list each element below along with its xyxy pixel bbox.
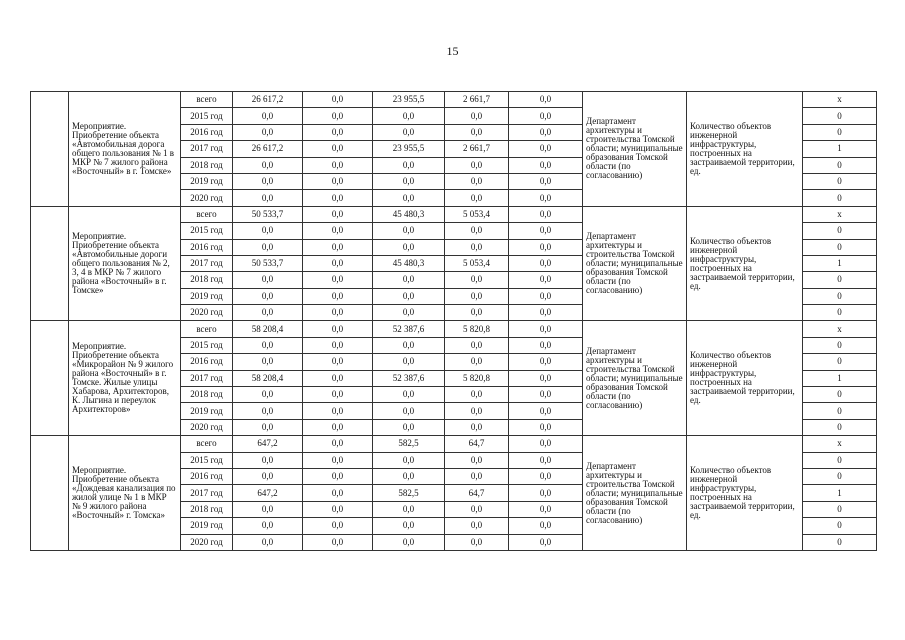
total-cell: 26 617,2	[233, 141, 303, 157]
total-cell: 0,0	[233, 190, 303, 206]
period-cell: 2017 год	[181, 255, 233, 271]
total-cell: 0,0	[233, 534, 303, 550]
federal-budget-cell: 0,0	[303, 239, 373, 255]
other-sources-cell: 0,0	[509, 321, 583, 337]
municipal-budget-cell: 0,0	[445, 108, 509, 124]
indicator-value-cell: 0	[803, 239, 877, 255]
executor-cell: Департамент архитектуры и строительства Томской области; муниципальные образования Томской области (по согласованию)	[583, 436, 687, 551]
other-sources-cell: 0,0	[509, 157, 583, 173]
index-cell	[31, 92, 69, 207]
activity-name-cell: Мероприятие. Приобретение объекта «Автомобильная дорога общего пользования № 1 в МКР № 7 жилого района «Восточный» в г. Томске»	[69, 92, 181, 207]
indicator-value-cell: 0	[803, 124, 877, 140]
table-row	[31, 436, 877, 452]
total-cell: 0,0	[233, 239, 303, 255]
regional-budget-cell: 45 480,3	[373, 206, 445, 222]
table-body	[31, 92, 877, 551]
indicator-value-cell: 0	[803, 452, 877, 468]
indicator-value-cell: 0	[803, 354, 877, 370]
period-cell: всего	[181, 436, 233, 452]
federal-budget-cell: 0,0	[303, 370, 373, 386]
total-cell: 0,0	[233, 305, 303, 321]
total-cell: 50 533,7	[233, 255, 303, 271]
activity-name-cell: Мероприятие. Приобретение объекта «Автомобильные дороги общего пользования № 2, 3, 4 в МКР № 7 жилого района «Восточный» в г. Томске»	[69, 206, 181, 321]
table-row	[31, 206, 877, 222]
municipal-budget-cell: 0,0	[445, 501, 509, 517]
index-cell	[31, 436, 69, 551]
period-cell: 2015 год	[181, 223, 233, 239]
regional-budget-cell: 0,0	[373, 452, 445, 468]
municipal-budget-cell: 0,0	[445, 419, 509, 435]
indicator-value-cell: x	[803, 436, 877, 452]
indicator-value-cell: 0	[803, 468, 877, 484]
indicator-value-cell: 0	[803, 108, 877, 124]
total-cell: 0,0	[233, 288, 303, 304]
indicator-name-cell: Количество объектов инженерной инфраструктуры, построенных на застраиваемой территории, ед.	[687, 206, 803, 321]
table-row	[31, 92, 877, 108]
other-sources-cell: 0,0	[509, 534, 583, 550]
federal-budget-cell: 0,0	[303, 321, 373, 337]
regional-budget-cell: 0,0	[373, 419, 445, 435]
period-cell: 2018 год	[181, 157, 233, 173]
municipal-budget-cell: 64,7	[445, 485, 509, 501]
period-cell: 2017 год	[181, 485, 233, 501]
executor-cell: Департамент архитектуры и строительства Томской области; муниципальные образования Томской области (по согласованию)	[583, 206, 687, 321]
indicator-name-cell: Количество объектов инженерной инфраструктуры, построенных на застраиваемой территории, ед.	[687, 321, 803, 436]
regional-budget-cell: 0,0	[373, 468, 445, 484]
period-cell: 2020 год	[181, 419, 233, 435]
indicator-value-cell: 0	[803, 337, 877, 353]
other-sources-cell: 0,0	[509, 272, 583, 288]
other-sources-cell: 0,0	[509, 92, 583, 108]
period-cell: 2015 год	[181, 337, 233, 353]
total-cell: 50 533,7	[233, 206, 303, 222]
period-cell: 2017 год	[181, 141, 233, 157]
municipal-budget-cell: 5 820,8	[445, 370, 509, 386]
period-cell: 2015 год	[181, 452, 233, 468]
period-cell: 2019 год	[181, 403, 233, 419]
other-sources-cell: 0,0	[509, 370, 583, 386]
total-cell: 58 208,4	[233, 370, 303, 386]
federal-budget-cell: 0,0	[303, 272, 373, 288]
municipal-budget-cell: 0,0	[445, 534, 509, 550]
municipal-budget-cell: 0,0	[445, 239, 509, 255]
regional-budget-cell: 0,0	[373, 534, 445, 550]
regional-budget-cell: 0,0	[373, 305, 445, 321]
regional-budget-cell: 0,0	[373, 157, 445, 173]
federal-budget-cell: 0,0	[303, 354, 373, 370]
regional-budget-cell: 0,0	[373, 124, 445, 140]
indicator-value-cell: 0	[803, 305, 877, 321]
indicator-value-cell: 0	[803, 501, 877, 517]
period-cell: 2015 год	[181, 108, 233, 124]
federal-budget-cell: 0,0	[303, 485, 373, 501]
regional-budget-cell: 23 955,5	[373, 92, 445, 108]
indicator-value-cell: x	[803, 321, 877, 337]
other-sources-cell: 0,0	[509, 206, 583, 222]
regional-budget-cell: 0,0	[373, 108, 445, 124]
federal-budget-cell: 0,0	[303, 419, 373, 435]
federal-budget-cell: 0,0	[303, 190, 373, 206]
regional-budget-cell: 0,0	[373, 173, 445, 189]
total-cell: 0,0	[233, 337, 303, 353]
other-sources-cell: 0,0	[509, 403, 583, 419]
period-cell: 2017 год	[181, 370, 233, 386]
federal-budget-cell: 0,0	[303, 288, 373, 304]
regional-budget-cell: 23 955,5	[373, 141, 445, 157]
regional-budget-cell: 0,0	[373, 501, 445, 517]
regional-budget-cell: 0,0	[373, 239, 445, 255]
period-cell: 2016 год	[181, 354, 233, 370]
municipal-budget-cell: 0,0	[445, 518, 509, 534]
federal-budget-cell: 0,0	[303, 108, 373, 124]
federal-budget-cell: 0,0	[303, 452, 373, 468]
other-sources-cell: 0,0	[509, 518, 583, 534]
indicator-value-cell: 0	[803, 387, 877, 403]
index-cell	[31, 321, 69, 436]
period-cell: 2020 год	[181, 190, 233, 206]
total-cell: 0,0	[233, 468, 303, 484]
municipal-budget-cell: 2 661,7	[445, 92, 509, 108]
indicator-value-cell: 1	[803, 255, 877, 271]
activity-name-cell: Мероприятие. Приобретение объекта «Микрорайон № 9 жилого района «Восточный» в г. Томске. Жилые улицы Хабарова, Архитекторов, К. Лыгина и переулок Архитекторов»	[69, 321, 181, 436]
other-sources-cell: 0,0	[509, 223, 583, 239]
total-cell: 0,0	[233, 223, 303, 239]
federal-budget-cell: 0,0	[303, 255, 373, 271]
federal-budget-cell: 0,0	[303, 206, 373, 222]
other-sources-cell: 0,0	[509, 141, 583, 157]
regional-budget-cell: 0,0	[373, 272, 445, 288]
indicator-value-cell: 0	[803, 190, 877, 206]
regional-budget-cell: 0,0	[373, 223, 445, 239]
total-cell: 0,0	[233, 124, 303, 140]
other-sources-cell: 0,0	[509, 239, 583, 255]
period-cell: 2016 год	[181, 468, 233, 484]
regional-budget-cell: 0,0	[373, 387, 445, 403]
indicator-value-cell: 0	[803, 403, 877, 419]
other-sources-cell: 0,0	[509, 354, 583, 370]
other-sources-cell: 0,0	[509, 337, 583, 353]
municipal-budget-cell: 2 661,7	[445, 141, 509, 157]
indicator-name-cell: Количество объектов инженерной инфраструктуры, построенных на застраиваемой территории, ед.	[687, 92, 803, 207]
other-sources-cell: 0,0	[509, 501, 583, 517]
other-sources-cell: 0,0	[509, 387, 583, 403]
regional-budget-cell: 45 480,3	[373, 255, 445, 271]
federal-budget-cell: 0,0	[303, 468, 373, 484]
total-cell: 0,0	[233, 518, 303, 534]
table-row	[31, 321, 877, 337]
municipal-budget-cell: 0,0	[445, 452, 509, 468]
indicator-value-cell: 0	[803, 518, 877, 534]
municipal-budget-cell: 5 053,4	[445, 206, 509, 222]
total-cell: 0,0	[233, 157, 303, 173]
municipal-budget-cell: 0,0	[445, 157, 509, 173]
indicator-value-cell: 0	[803, 272, 877, 288]
other-sources-cell: 0,0	[509, 173, 583, 189]
municipal-budget-cell: 0,0	[445, 305, 509, 321]
activity-name-cell: Мероприятие. Приобретение объекта «Дождевая канализация по жилой улице № 1 в МКР № 9 жилого района «Восточный» г. Томска»	[69, 436, 181, 551]
other-sources-cell: 0,0	[509, 419, 583, 435]
period-cell: всего	[181, 206, 233, 222]
indicator-value-cell: 1	[803, 370, 877, 386]
regional-budget-cell: 582,5	[373, 485, 445, 501]
period-cell: 2020 год	[181, 534, 233, 550]
period-cell: 2019 год	[181, 518, 233, 534]
other-sources-cell: 0,0	[509, 305, 583, 321]
municipal-budget-cell: 0,0	[445, 468, 509, 484]
federal-budget-cell: 0,0	[303, 387, 373, 403]
indicator-value-cell: 0	[803, 223, 877, 239]
federal-budget-cell: 0,0	[303, 223, 373, 239]
period-cell: 2018 год	[181, 501, 233, 517]
other-sources-cell: 0,0	[509, 190, 583, 206]
program-table	[30, 91, 877, 551]
indicator-value-cell: 1	[803, 141, 877, 157]
regional-budget-cell: 52 387,6	[373, 370, 445, 386]
municipal-budget-cell: 0,0	[445, 223, 509, 239]
federal-budget-cell: 0,0	[303, 436, 373, 452]
period-cell: 2019 год	[181, 288, 233, 304]
municipal-budget-cell: 0,0	[445, 272, 509, 288]
period-cell: 2016 год	[181, 124, 233, 140]
total-cell: 0,0	[233, 173, 303, 189]
municipal-budget-cell: 0,0	[445, 354, 509, 370]
municipal-budget-cell: 0,0	[445, 337, 509, 353]
other-sources-cell: 0,0	[509, 108, 583, 124]
page-number: 15	[446, 44, 459, 58]
total-cell: 0,0	[233, 108, 303, 124]
municipal-budget-cell: 0,0	[445, 124, 509, 140]
regional-budget-cell: 0,0	[373, 190, 445, 206]
indicator-value-cell: 0	[803, 173, 877, 189]
regional-budget-cell: 0,0	[373, 354, 445, 370]
indicator-value-cell: 0	[803, 534, 877, 550]
federal-budget-cell: 0,0	[303, 337, 373, 353]
period-cell: 2019 год	[181, 173, 233, 189]
indicator-value-cell: x	[803, 92, 877, 108]
period-cell: всего	[181, 92, 233, 108]
indicator-value-cell: 1	[803, 485, 877, 501]
municipal-budget-cell: 5 820,8	[445, 321, 509, 337]
total-cell: 0,0	[233, 403, 303, 419]
indicator-value-cell: 0	[803, 157, 877, 173]
federal-budget-cell: 0,0	[303, 501, 373, 517]
federal-budget-cell: 0,0	[303, 173, 373, 189]
total-cell: 0,0	[233, 272, 303, 288]
federal-budget-cell: 0,0	[303, 92, 373, 108]
period-cell: 2018 год	[181, 387, 233, 403]
total-cell: 0,0	[233, 419, 303, 435]
index-cell	[31, 206, 69, 321]
total-cell: 0,0	[233, 387, 303, 403]
total-cell: 0,0	[233, 501, 303, 517]
federal-budget-cell: 0,0	[303, 124, 373, 140]
regional-budget-cell: 0,0	[373, 288, 445, 304]
other-sources-cell: 0,0	[509, 255, 583, 271]
regional-budget-cell: 52 387,6	[373, 321, 445, 337]
other-sources-cell: 0,0	[509, 452, 583, 468]
other-sources-cell: 0,0	[509, 485, 583, 501]
period-cell: 2020 год	[181, 305, 233, 321]
other-sources-cell: 0,0	[509, 124, 583, 140]
regional-budget-cell: 0,0	[373, 403, 445, 419]
indicator-value-cell: 0	[803, 419, 877, 435]
other-sources-cell: 0,0	[509, 436, 583, 452]
total-cell: 58 208,4	[233, 321, 303, 337]
federal-budget-cell: 0,0	[303, 403, 373, 419]
period-cell: 2016 год	[181, 239, 233, 255]
indicator-value-cell: 0	[803, 288, 877, 304]
regional-budget-cell: 0,0	[373, 337, 445, 353]
indicator-value-cell: x	[803, 206, 877, 222]
executor-cell: Департамент архитектуры и строительства Томской области; муниципальные образования Томской области (по согласованию)	[583, 321, 687, 436]
total-cell: 647,2	[233, 436, 303, 452]
federal-budget-cell: 0,0	[303, 141, 373, 157]
other-sources-cell: 0,0	[509, 288, 583, 304]
executor-cell: Департамент архитектуры и строительства Томской области; муниципальные образования Томской области (по согласованию)	[583, 92, 687, 207]
federal-budget-cell: 0,0	[303, 305, 373, 321]
period-cell: всего	[181, 321, 233, 337]
period-cell: 2018 год	[181, 272, 233, 288]
total-cell: 0,0	[233, 354, 303, 370]
federal-budget-cell: 0,0	[303, 157, 373, 173]
municipal-budget-cell: 5 053,4	[445, 255, 509, 271]
other-sources-cell: 0,0	[509, 468, 583, 484]
municipal-budget-cell: 0,0	[445, 190, 509, 206]
total-cell: 26 617,2	[233, 92, 303, 108]
indicator-name-cell: Количество объектов инженерной инфраструктуры, построенных на застраиваемой территории, ед.	[687, 436, 803, 551]
federal-budget-cell: 0,0	[303, 518, 373, 534]
total-cell: 0,0	[233, 452, 303, 468]
municipal-budget-cell: 0,0	[445, 288, 509, 304]
federal-budget-cell: 0,0	[303, 534, 373, 550]
regional-budget-cell: 0,0	[373, 518, 445, 534]
municipal-budget-cell: 0,0	[445, 173, 509, 189]
municipal-budget-cell: 0,0	[445, 387, 509, 403]
regional-budget-cell: 582,5	[373, 436, 445, 452]
municipal-budget-cell: 0,0	[445, 403, 509, 419]
total-cell: 647,2	[233, 485, 303, 501]
municipal-budget-cell: 64,7	[445, 436, 509, 452]
